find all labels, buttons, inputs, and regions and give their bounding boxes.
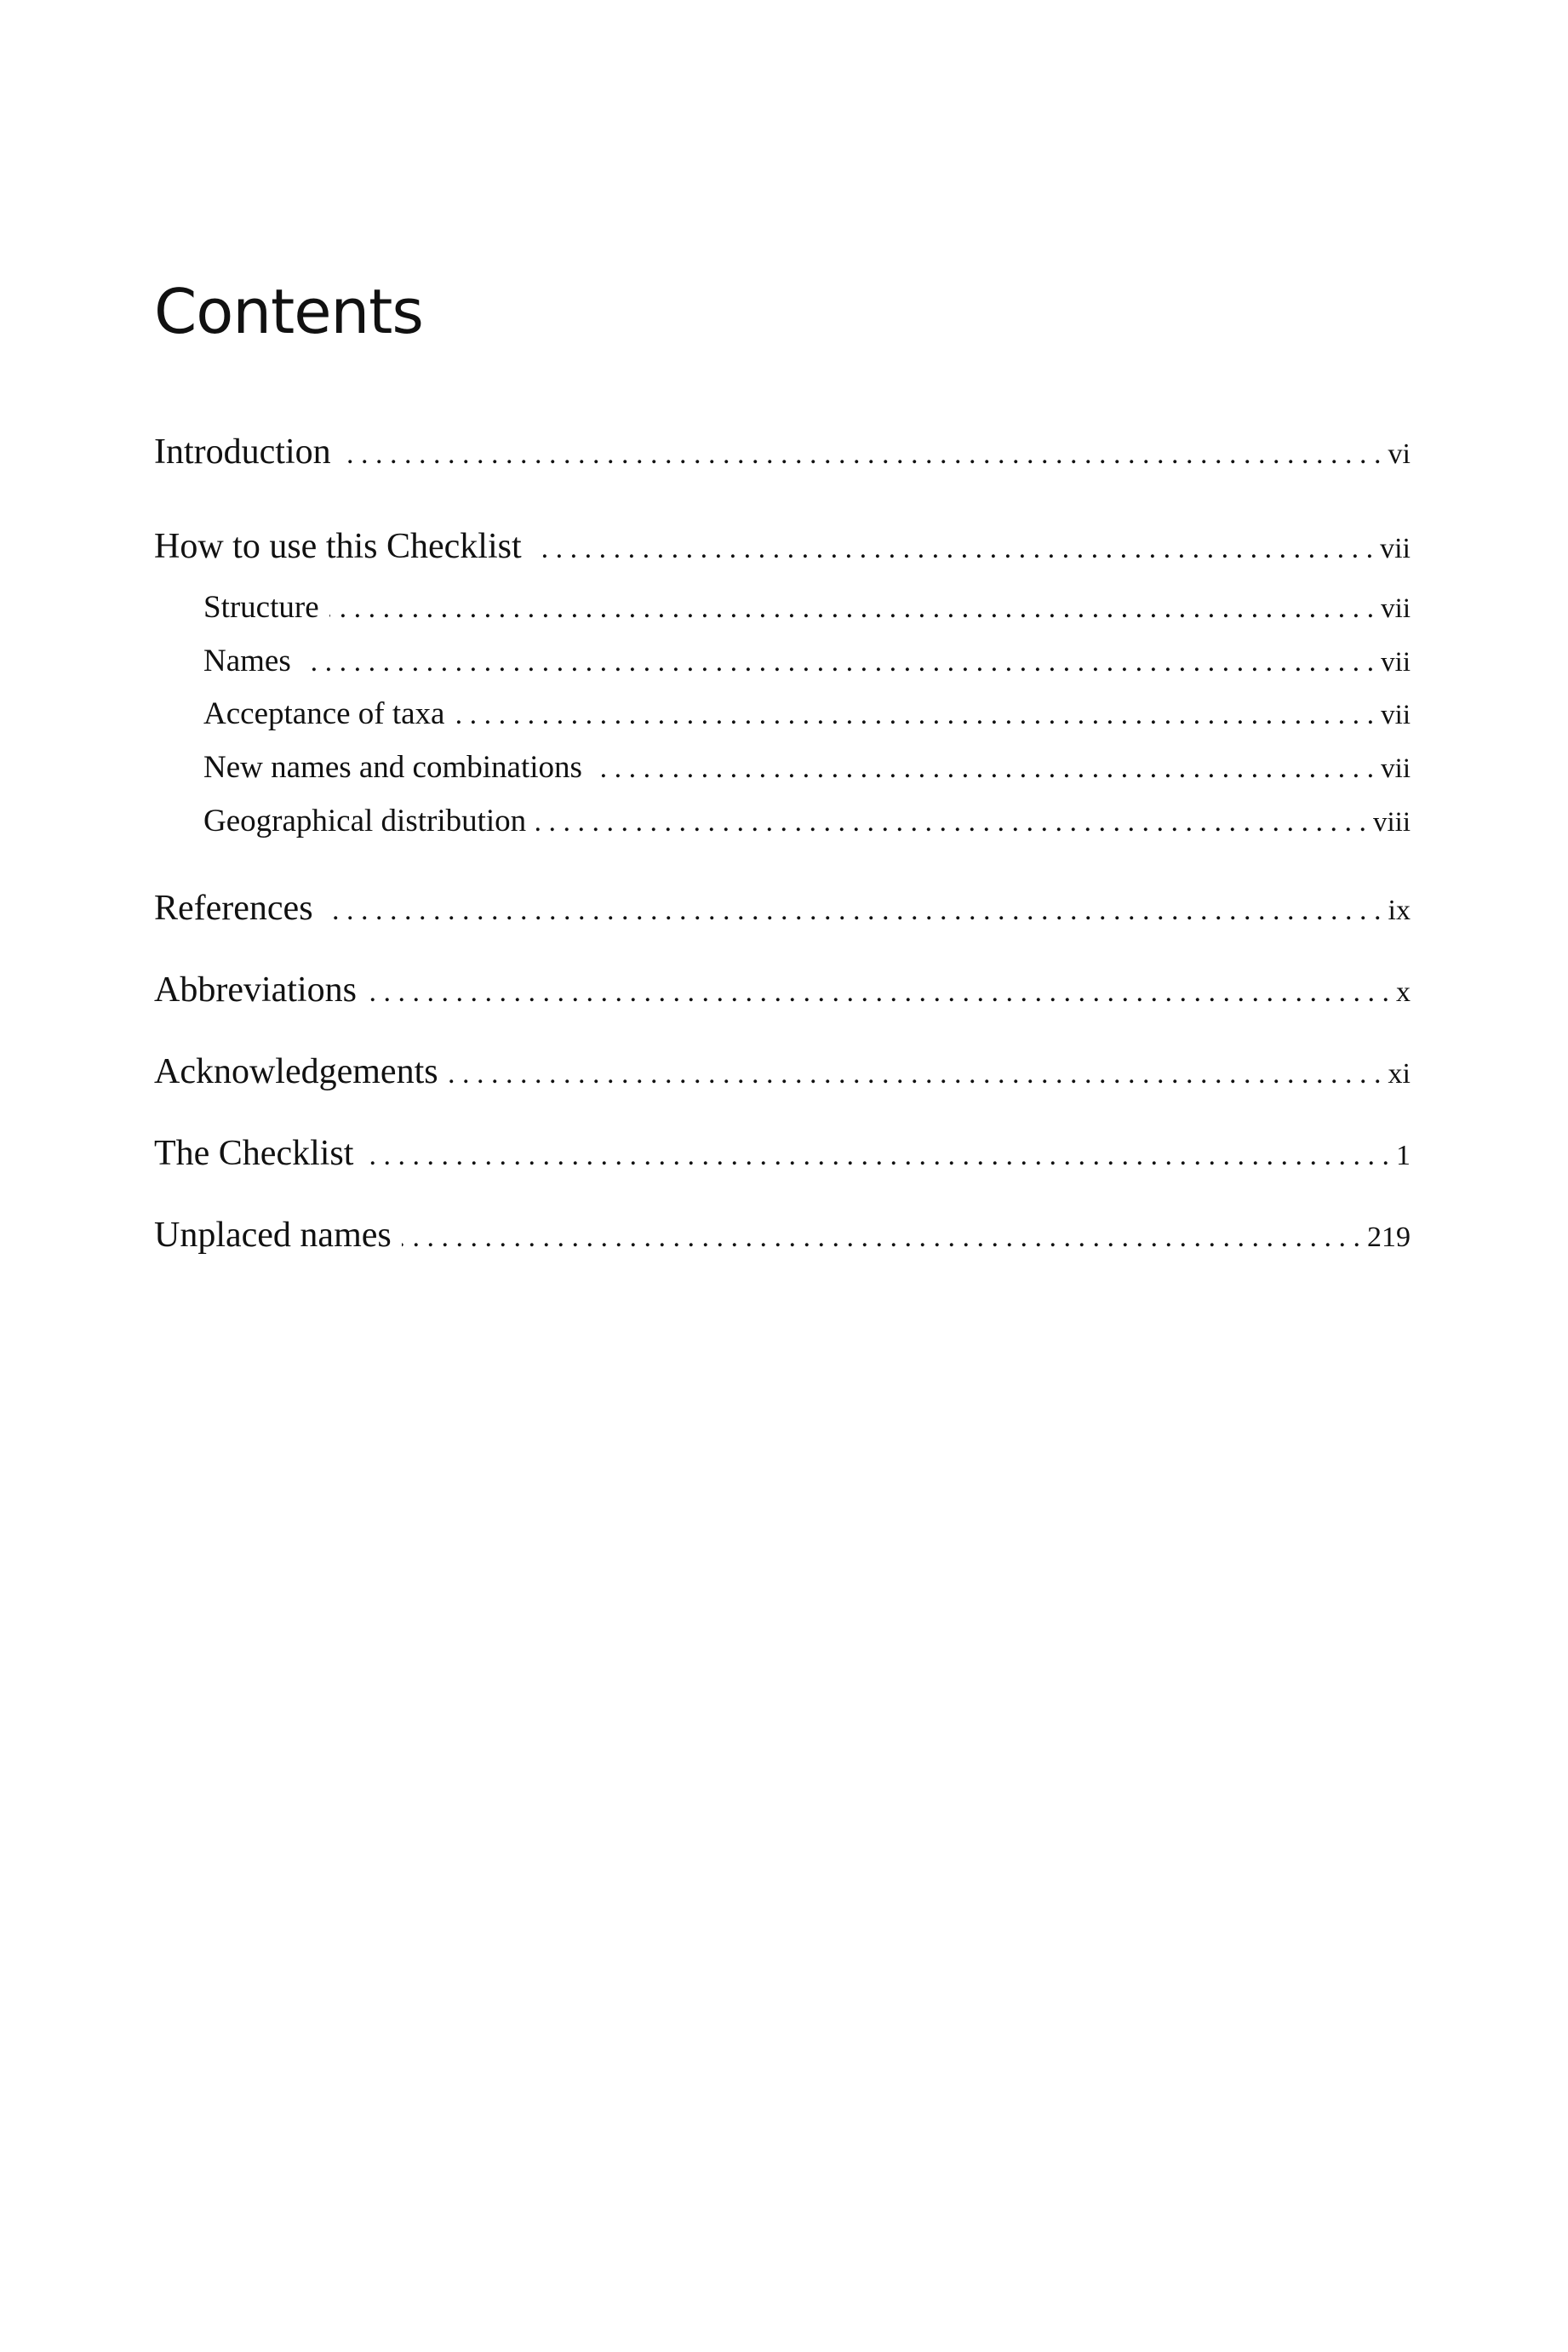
dot-leader [323,895,1382,927]
toc-entry-structure[interactable] [203,589,1411,626]
toc-entry-label: The Checklist [154,1134,354,1173]
toc-entry-label: Introduction [154,432,331,472]
toc-entry-page: xi [1388,1058,1411,1090]
toc-entry-label: Structure [203,590,319,625]
toc-entry-acknowledgements[interactable] [154,1051,1411,1092]
dot-leader [449,1058,1382,1090]
toc-entry-names[interactable] [203,643,1411,679]
toc-entry-label: Abbreviations [154,970,357,1010]
dot-leader [363,1140,1389,1172]
dot-leader [455,699,1374,731]
toc-entry-page: vii [1381,700,1411,730]
toc-entry-label: Acceptance of taxa [203,696,445,731]
toc-entry-how-to-use[interactable] [154,526,1411,567]
toc-entry-acceptance-of-taxa[interactable] [203,695,1411,732]
toc-entry-page: vi [1388,438,1411,470]
toc-entry-page: vii [1381,593,1411,624]
toc-entry-label: Unplaced names [154,1216,392,1255]
toc-entry-label: How to use this Checklist [154,527,522,566]
toc-entry-geographical-distribution[interactable] [203,803,1411,839]
dot-leader [536,806,1366,838]
toc-entry-label: New names and combinations [203,750,582,785]
toc-entry-page: x [1396,976,1411,1008]
toc-entry-page: 1 [1396,1140,1411,1171]
toc-entry-new-names[interactable] [203,749,1411,786]
page-title: Contents [154,276,423,347]
dot-leader [532,533,1373,565]
dot-leader [329,592,1375,625]
dot-leader [592,753,1374,785]
toc-entry-label: Names [203,644,291,678]
toc-entry-label: References [154,889,313,928]
toc-entry-page: vii [1380,533,1411,564]
toc-entry-page: vii [1381,753,1411,784]
toc-entry-label: Acknowledgements [154,1052,438,1091]
toc-entry-page: 219 [1367,1222,1411,1253]
toc-entry-page: ix [1388,895,1411,926]
toc-entry-page: vii [1381,647,1411,678]
toc-entry-unplaced-names[interactable] [154,1215,1411,1256]
toc-entry-references[interactable] [154,888,1411,929]
toc-entry-the-checklist[interactable] [154,1133,1411,1174]
toc-entry-introduction[interactable] [154,432,1411,472]
dot-leader [367,976,1389,1009]
toc-entry-abbreviations[interactable] [154,970,1411,1010]
dot-leader [402,1222,1360,1254]
dot-leader [341,438,1382,471]
toc-entry-page: viii [1372,807,1411,838]
dot-leader [301,646,1374,678]
table-of-contents [154,0,1411,2352]
toc-entry-label: Geographical distribution [203,804,527,838]
